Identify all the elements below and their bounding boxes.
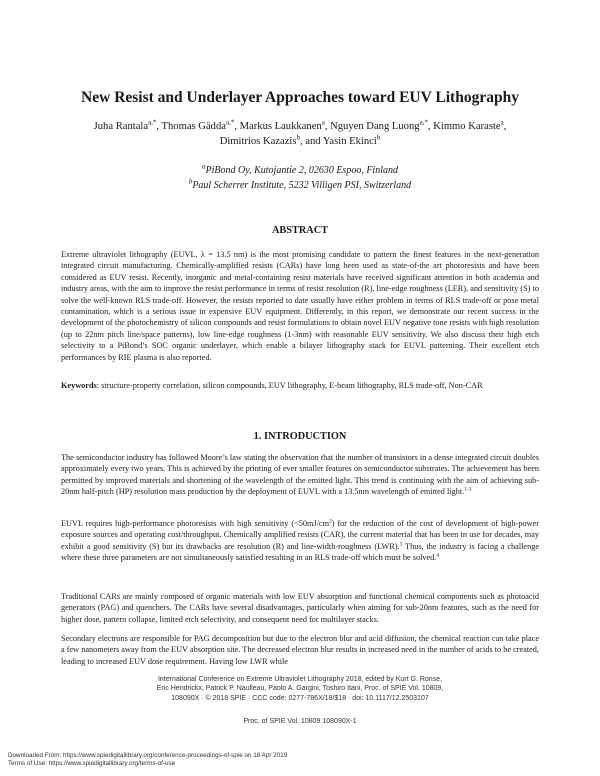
author-list <box>60 119 540 149</box>
conference-citation: International Conference on Extreme Ultraviolet Lithography 2018, edited by Kurt G. Ronse, Eric Hendrickx, Patrick P. Naulleau, Paolo A. Gargini, Toshiro Itani, Proc. of SPIE Vol. 10809, 108090X · © 2018 SPIE · CCC code: 0277-786X/18/$18 · doi: 10.1117/12.2503107 <box>156 676 444 702</box>
affiliation: $^a$PiBond Oy, Kutojantie 2, 02630 Espoo, Finland <box>202 162 398 176</box>
abstract-text: Extreme ultraviolet lithography (EUVL, λ = 13.5 nm) is the most promising candidate to pattern the finest features in the next-generation integrated circuit manufacturing. Chemically-amplified resists (CARs) have long been used as state-of-the art photoresists and have been considered as EUV resist. Recently, inorganic and metal-containing resist materials have received significant attention in both academia and industry areas, with the aim to improve the resist performance in terms of resist resolution (R), line-edge roughness (LER), and sensitivity (S) to solve the well-known RLS trade-off. However, the resists reported to date usually have either problem in terms of RLS trade-off or pose metal contamination, which is a serious issue in expensive EUV equipment. Differently, in this report, we demonstrate our recent success in the development of the photochemistry of silicon compounds and resist formulations to obtain novel EUV negative tone resists with high resolution (up to 22nm pitch line/space patterns), low line-edge roughness (1-3nm) with reasonable EUV sensitivity. We also discuss their high etch selectivity to a PiBond’s SOC organic underlayer, which enable a bilayer lithography stack for EUVL patterning. Their excellent etch performances by RIE plasma is also reported. <box>61 250 539 362</box>
affiliation: $^b$Paul Scherrer Institute, 5232 Villigen PSI, Switzerland <box>188 177 412 191</box>
author: Dimitrios Kazazis$^b$ <box>219 133 300 147</box>
abstract-heading: ABSTRACT <box>271 225 329 236</box>
intro-paragraph-4: Secondary electrons are responsible for PAG decomposition but due to the electron blur and acid diffusion, the chemical reaction can take place a few nanometers away from the EUV absorption site. The decreased electron blur results in increased need in the number of acids to be created, leading to increased EUV dose requirement. Having low LWR while <box>61 634 539 666</box>
author-line-2: Dimitrios Kazazis$^b$, and Yasin Ekinci$^b$ <box>219 133 381 147</box>
paper-title: New Resist and Underlayer Approaches toward EUV Lithography <box>81 89 519 106</box>
author: Nguyen Dang Luong$^{a,*}$ <box>330 118 428 132</box>
intro-paragraph-3: Traditional CARs are mainly composed of organic materials with low EUV absorption and functional chemical components such as photoacid generators (PAG) and quenchers. The CARs have several disadvantages, particularly when aiming for sub-20nm features, such as the need for higher dose, pattern collapse, limited etch selectivity, and consequent need for multilayer stacks. <box>61 592 539 624</box>
author: Kimmo Karaste$^a$ <box>433 118 504 132</box>
author: and Yasin Ekinci$^b$ <box>305 133 381 147</box>
keywords-text: : structure-property correlation, silicon compounds, EUV lithography, E-beam lithography, RLS trade-off, Non-CAR <box>96 381 483 390</box>
intro-paragraph-1: The semiconductor industry has followed Moore’s law stating the observation that the number of transistors in a dense integrated circuit doubles approximately every two years. This is achieved by the printing of ever smaller features on semiconductor substrates. The achievement has been permitted by improved materials and shortening of the wavelength of the emitted light. This trend is continuing with the aim of achieving sub-20nm half-pitch (HP) resolution mass production by the deployment of EUVL with a 13.5nm wavelength of emitted light.$^{1-3}$ <box>61 453 539 497</box>
author: Juha Rantala$^{a,*}$ <box>93 118 157 132</box>
introduction-heading: 1. INTRODUCTION <box>253 431 347 442</box>
keywords <box>61 380 539 391</box>
author-line-1: Juha Rantala$^{a,*}$, Thomas Gädda$^{a,*}$, Markus Laukkanen$^a$, Nguyen Dang Luong$^{a,*}$, Kimmo Karaste$^a$, <box>93 118 507 132</box>
page-number: Proc. of SPIE Vol. 10809 108090X-1 <box>243 718 357 725</box>
keywords-label: Keywords <box>61 381 97 390</box>
intro-paragraph-2: EUVL requires high-performance photoresists with high sensitivity $(<50mJ/cm^2)$ for the reduction of the cost of development of high-power exposure sources and operating cost/throughput. Chemically amplified resists (CAR), the current material that has been in use for decades, may exhibit a good sensitivity (S) but its drawbacks are resolution (R) and line-width-roughness (LWR).$^3$ Thus, the industry is facing a challenge where these three parameters are not simultaneously satisfied resulting in an RLS trade-off which must be solved.$^4$ <box>61 518 539 563</box>
author: Markus Laukkanen$^a$ <box>239 118 325 132</box>
affiliations <box>60 163 540 193</box>
download-notice: Downloaded From: https://www.spiedigitallibrary.org/conference-proceedings-of-spie on 18 Apr 2019 Terms of Use: https://www.spiedigitallibrary.org/terms-of-use <box>8 752 288 767</box>
author: Thomas Gädda$^{a,*}$ <box>161 118 235 132</box>
